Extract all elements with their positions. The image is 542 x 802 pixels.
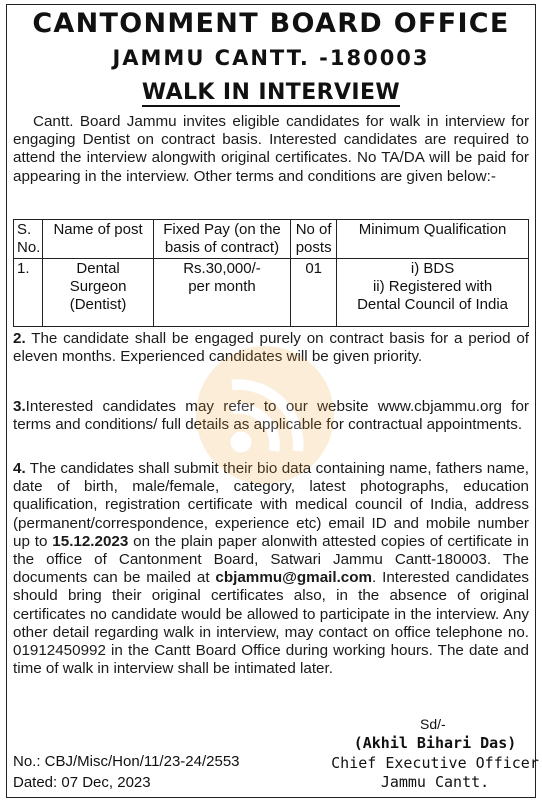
table-header-row bbox=[14, 220, 529, 259]
signatory-title: Chief Executive Officer bbox=[331, 753, 539, 772]
last-date: 15.12.2023 bbox=[52, 532, 129, 550]
header-pay: Fixed Pay (on the basis of contract) bbox=[153, 220, 290, 259]
header-sno: S. No. bbox=[14, 220, 43, 259]
cell-pay-line2: per month bbox=[188, 278, 256, 295]
cell-qual-line3: Dental Council of India bbox=[357, 296, 509, 313]
cell-posts: 01 bbox=[291, 259, 337, 327]
header-posts: No of posts bbox=[291, 220, 337, 259]
notice-title bbox=[0, 80, 542, 105]
cell-post-line1: Dental bbox=[76, 260, 120, 277]
point-3-text: Interested candidates may refer to our website www.cbjammu.org for terms and conditions/ full details as applicable for contractual appointments. bbox=[13, 398, 529, 434]
point-4-number: 4. bbox=[13, 460, 26, 477]
posts-table bbox=[13, 219, 529, 327]
cell-pay-line1: Rs.30,000/- bbox=[183, 260, 261, 277]
cell-post bbox=[43, 259, 153, 327]
signatory-place: Jammu Cantt. bbox=[380, 773, 490, 791]
header-qualification: Minimum Qualification bbox=[337, 220, 529, 259]
table-row bbox=[14, 259, 529, 327]
point-3-number: 3. bbox=[13, 398, 26, 415]
point-3 bbox=[13, 398, 529, 434]
cell-qual-line1: i) BDS bbox=[410, 260, 455, 277]
cell-qual-line2: ii) Registered with bbox=[372, 278, 493, 295]
notice-date: Dated: 07 Dec, 2023 bbox=[13, 774, 151, 791]
cell-post-line2: Surgeon bbox=[69, 278, 127, 295]
point-4-text-a: The candidates shall submit their bio data containing name, fathers name, date of birth, male/female, category, latest photographs, education qualification, registration certificate with medical council of India, address (permanent/correspondence, experience etc) email ID and mobile number up to bbox=[13, 460, 529, 550]
point-4 bbox=[13, 460, 529, 678]
point-4-text-b: on the plain paper alonwith attested copies of certificate in the office of Cantonment Board, Satwari Jammu Cantt-180003. The documents can be mailed at bbox=[13, 532, 530, 587]
cell-qualification bbox=[337, 259, 529, 327]
office-name: CANTONMENT BOARD OFFICE bbox=[32, 8, 510, 39]
contact-email: cbjammu@gmail.com bbox=[215, 569, 373, 587]
intro-paragraph: Cantt. Board Jammu invites eligible candidates for walk in interview for engaging Dentist on contract basis. Interested candidates are required to attend the interview alongwith original certificates. No TA/DA will be paid for appearing in the interview. Other terms and conditions are given below:- bbox=[13, 113, 529, 185]
cell-sno: 1. bbox=[14, 259, 43, 327]
point-2-text: The candidate shall be engaged purely on contract basis for a period of eleven months. Experienced candidates will be given priority. bbox=[13, 330, 529, 366]
point-2 bbox=[13, 330, 529, 366]
signatory-name: (Akhil Bihari Das) bbox=[353, 734, 517, 752]
notice-title-text: WALK IN INTERVIEW bbox=[141, 80, 401, 105]
point-4-text-c: . Interested candidates should bring their original certificates also, in the absence of original certificates no candidate would be allowed to participate in the interview. Any other detail regarding walk in interview, may contact on office telephone no. 01912450992 in the Cantt Board Office during working hours. The date and time of walk in interview shall be intimated later. bbox=[13, 569, 529, 678]
header-post: Name of post bbox=[43, 220, 153, 259]
signature-sd: Sd/- bbox=[420, 716, 446, 732]
cell-pay bbox=[153, 259, 290, 327]
cell-post-line3: (Dentist) bbox=[69, 296, 127, 313]
reference-number: No.: CBJ/Misc/Hon/11/23-24/2553 bbox=[13, 753, 240, 770]
office-address: JAMMU CANTT. -180003 bbox=[112, 46, 430, 70]
signatory-block bbox=[330, 734, 540, 793]
point-2-number: 2. bbox=[13, 330, 26, 347]
